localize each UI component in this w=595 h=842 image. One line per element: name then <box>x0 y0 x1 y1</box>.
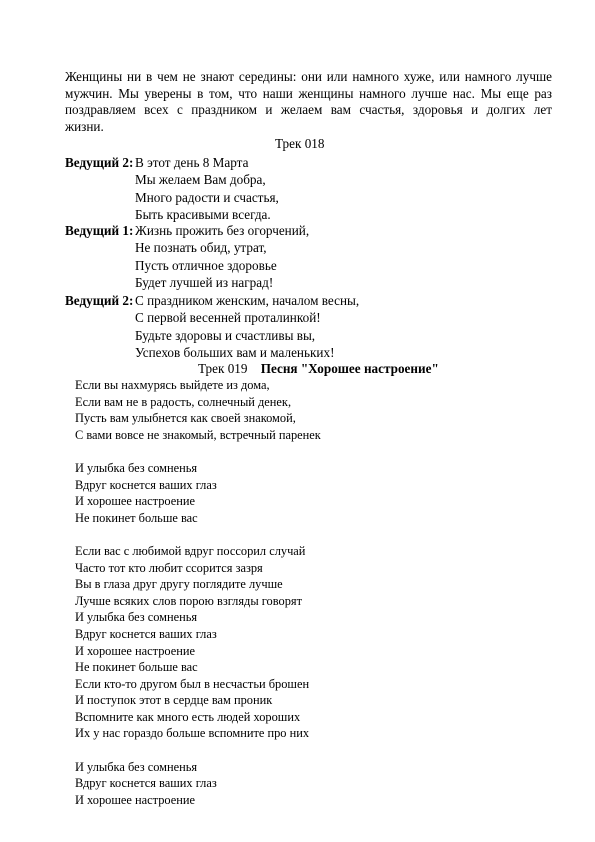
host-verse-lines <box>135 222 309 292</box>
lyric-line: Вспомните как много есть людей хороших <box>75 709 301 724</box>
verse-line: Быть красивыми всегда. <box>135 207 271 223</box>
lyric-line: Часто тот кто любит ссорится зазря <box>75 560 263 575</box>
verse-line: С первой весенней проталинкой! <box>135 310 321 326</box>
lyric-line: Если вас с любимой вдруг поссорил случай <box>75 543 306 558</box>
lyric-line: С вами вовсе не знакомый, встречный паренек <box>75 427 321 442</box>
stanza-gap <box>75 742 321 759</box>
intro-line: жизни. <box>65 118 104 134</box>
host-label: Ведущий 2: <box>65 293 134 308</box>
intro-line: мужчин. Мы уверены в том, что наши женщины намного лучше нас. Мы еще раз <box>65 85 552 101</box>
verse-line: С праздником женским, началом весны, <box>135 293 360 308</box>
lyric-line: Не покинет больше вас <box>75 660 198 675</box>
verse-line: Пусть отличное здоровье <box>135 257 277 273</box>
lyric-line: И хорошее настроение <box>75 643 195 658</box>
host-label: Ведущий 2: <box>65 155 134 170</box>
lyric-line: Вдруг коснется ваших глаз <box>75 626 217 641</box>
lyric-line: Если вам не в радость, солнечный денек, <box>75 394 292 409</box>
intro-line: Женщины ни в чем не знают середины: они или намного хуже, или намного лучше <box>65 69 552 84</box>
lyric-line: И поступок этот в сердце вам проник <box>75 693 273 708</box>
verse-line: Мы желаем Вам добра, <box>135 172 266 188</box>
lyric-line: Не покинет больше вас <box>75 510 198 525</box>
verse-line: Успехов больших вам и маленьких! <box>135 345 335 361</box>
lyric-line: И улыбка без сомненья <box>75 759 198 774</box>
lyric-line: Если вы нахмурясь выйдете из дома, <box>75 378 270 392</box>
host-label: Ведущий 1: <box>65 223 134 238</box>
lyric-line: Вдруг коснется ваших глаз <box>75 776 217 791</box>
lyric-line: Вы в глаза друг другу поглядите лучше <box>75 577 283 592</box>
song-title: Песня "Хорошее настроение" <box>260 361 439 376</box>
lyric-line: Вдруг коснется ваших глаз <box>75 477 217 492</box>
lyric-line: И улыбка без сомненья <box>75 610 198 625</box>
lyric-line: И хорошее настроение <box>75 494 195 509</box>
verse-line: Будьте здоровы и счастливы вы, <box>135 327 316 343</box>
track-018-heading: Трек 018 <box>275 136 325 151</box>
lyric-line: Пусть вам улыбнется как своей знакомой, <box>75 411 296 426</box>
host-verse-lines <box>135 154 279 224</box>
intro-paragraph <box>65 69 552 135</box>
stanza-gap <box>75 526 321 543</box>
lyric-line: Если кто-то другом был в несчастьи брошен <box>75 676 310 691</box>
verse-line: Жизнь прожить без огорчений, <box>135 223 310 238</box>
lyric-line: И хорошее настроение <box>75 792 195 807</box>
verse-line: В этот день 8 Марта <box>135 155 249 170</box>
song-lyrics <box>75 377 321 808</box>
lyric-line: Их у нас гораздо больше вспомните про них <box>75 726 310 741</box>
stanza-gap <box>75 443 321 460</box>
track-019-heading <box>198 361 439 377</box>
intro-line: поздравляем всех с праздником и желаем вам счастья, здоровья и долгих лет <box>65 102 552 118</box>
verse-line: Не познать обид, утрат, <box>135 240 267 256</box>
host-verse-lines <box>135 292 359 362</box>
verse-line: Будет лучшей из наград! <box>135 275 274 291</box>
verse-line: Много радости и счастья, <box>135 189 279 205</box>
lyric-line: Лучше всяких слов порою взгляды говорят <box>75 593 303 608</box>
track-019-label: Трек 019 <box>198 361 248 376</box>
lyric-line: И улыбка без сомненья <box>75 460 198 475</box>
